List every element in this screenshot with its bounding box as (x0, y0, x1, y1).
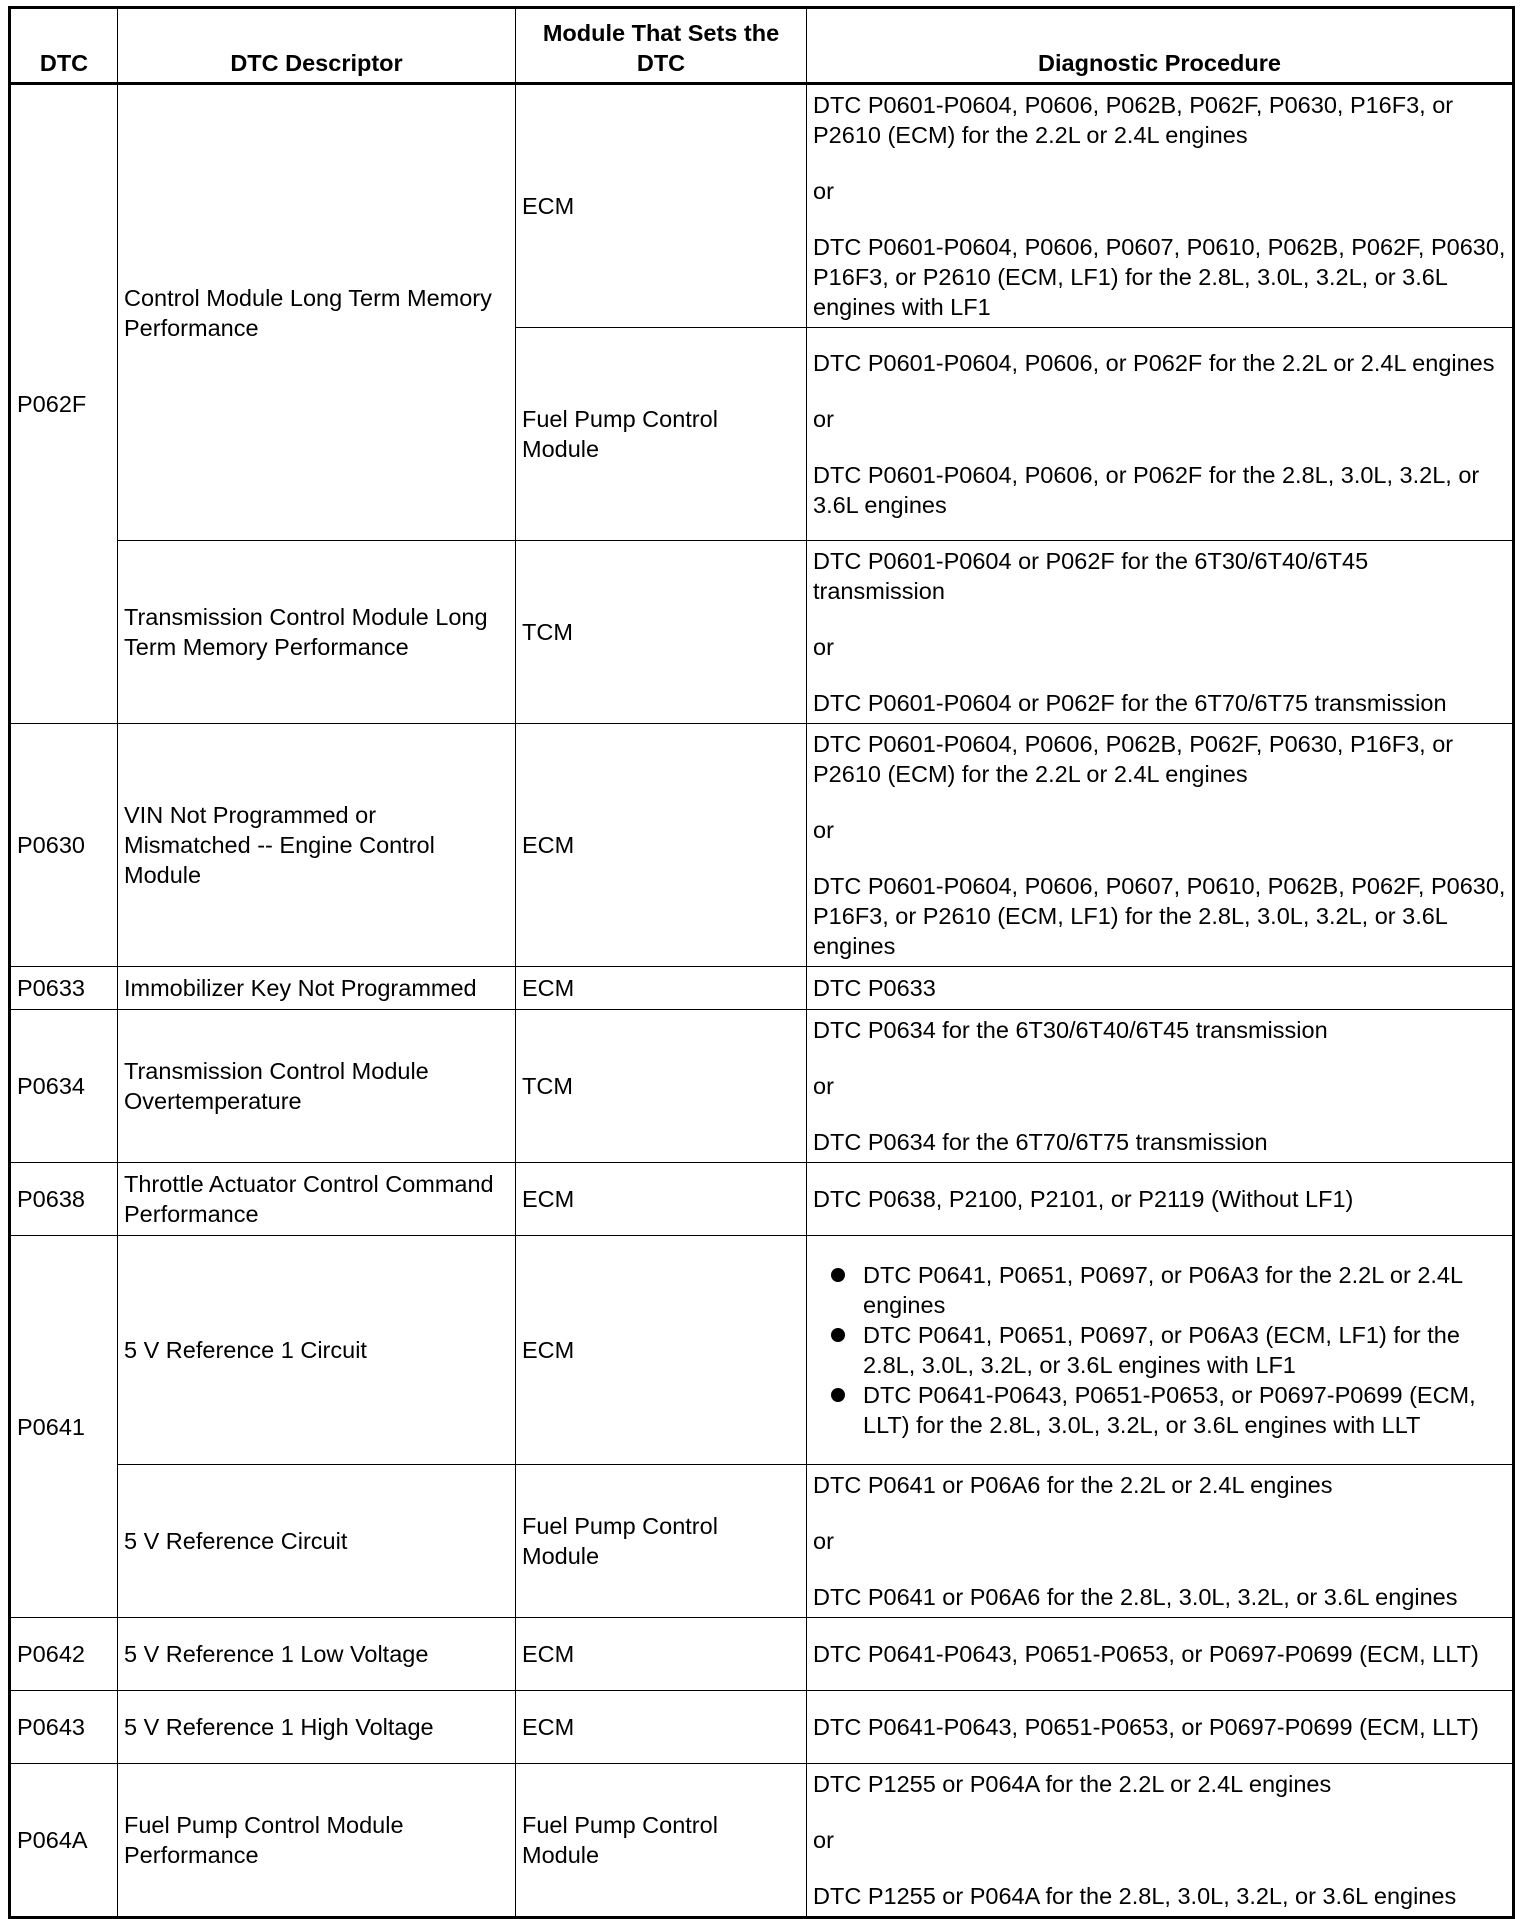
module-name: ECM (516, 1236, 807, 1465)
dtc-code: P062F (10, 84, 118, 724)
table-row (10, 1236, 1514, 1465)
diagnostic-procedure (807, 84, 1514, 328)
dtc-document (8, 6, 1512, 1919)
procedure-text: DTC P0633 (813, 975, 936, 1001)
procedure-text: DTC P0634 for the 6T70/6T75 transmission (813, 1129, 1268, 1155)
dtc-code: P0634 (10, 1010, 118, 1163)
module-name: ECM (516, 84, 807, 328)
procedure-text: DTC P0601-P0604, P0606, P062B, P062F, P0630, P16F3, or P2610 (ECM) for the 2.2L or 2.4L engines (813, 92, 1454, 148)
procedure-text: DTC P0641, P0651, P0697, or P06A3 (ECM, LF1) for the 2.8L, 3.0L, 3.2L, or 3.6L engines with LF1 (863, 1322, 1460, 1378)
list-item (813, 1380, 1506, 1440)
diagnostic-procedure (807, 1764, 1514, 1918)
list-item (813, 1320, 1506, 1380)
procedure-bullet-list (813, 1260, 1506, 1440)
dtc-code: P0641 (10, 1236, 118, 1618)
dtc-descriptor: Transmission Control Module Overtemperature (118, 1010, 516, 1163)
procedure-text: DTC P0641-P0643, P0651-P0653, or P0697-P0699 (ECM, LLT) (813, 1641, 1479, 1667)
dtc-code: P0630 (10, 724, 118, 967)
procedure-or: or (813, 178, 834, 204)
dtc-code: P0643 (10, 1691, 118, 1764)
dtc-descriptor: Control Module Long Term Memory Performance (118, 84, 516, 541)
diagnostic-procedure (807, 1236, 1514, 1465)
dtc-descriptor: Fuel Pump Control Module Performance (118, 1764, 516, 1918)
diagnostic-procedure (807, 1618, 1514, 1691)
table-header-row (10, 8, 1514, 84)
dtc-descriptor: 5 V Reference 1 Circuit (118, 1236, 516, 1465)
diagnostic-procedure (807, 1465, 1514, 1618)
procedure-text: DTC P0601-P0604, P0606, P062B, P062F, P0630, P16F3, or P2610 (ECM) for the 2.2L or 2.4L engines (813, 731, 1454, 787)
procedure-text: DTC P0601-P0604 or P062F for the 6T30/6T40/6T45 transmission (813, 548, 1369, 604)
procedure-or: or (813, 1073, 834, 1099)
procedure-or: or (813, 1827, 834, 1853)
dtc-descriptor: 5 V Reference 1 High Voltage (118, 1691, 516, 1764)
module-name: ECM (516, 724, 807, 967)
header-procedure: Diagnostic Procedure (807, 8, 1514, 84)
table-row (10, 1764, 1514, 1918)
table-row (10, 1465, 1514, 1618)
diagnostic-procedure (807, 1010, 1514, 1163)
procedure-text: DTC P1255 or P064A for the 2.8L, 3.0L, 3.2L, or 3.6L engines (813, 1883, 1457, 1909)
module-name: ECM (516, 1691, 807, 1764)
dtc-table (8, 6, 1515, 1919)
procedure-text: DTC P0641, P0651, P0697, or P06A3 for the 2.2L or 2.4L engines (863, 1262, 1463, 1318)
module-name: ECM (516, 967, 807, 1010)
procedure-text: DTC P0641-P0643, P0651-P0653, or P0697-P0699 (ECM, LLT) (813, 1714, 1479, 1740)
procedure-text: DTC P1255 or P064A for the 2.2L or 2.4L engines (813, 1771, 1332, 1797)
table-row (10, 1010, 1514, 1163)
diagnostic-procedure (807, 967, 1514, 1010)
table-row (10, 1163, 1514, 1236)
diagnostic-procedure (807, 724, 1514, 967)
procedure-text: DTC P0634 for the 6T30/6T40/6T45 transmission (813, 1017, 1328, 1043)
dtc-code: P064A (10, 1764, 118, 1918)
diagnostic-procedure (807, 328, 1514, 541)
module-name: TCM (516, 1010, 807, 1163)
dtc-code: P0642 (10, 1618, 118, 1691)
header-dtc: DTC (10, 8, 118, 84)
diagnostic-procedure (807, 541, 1514, 724)
module-name: Fuel Pump Control Module (516, 328, 807, 541)
header-descriptor: DTC Descriptor (118, 8, 516, 84)
dtc-descriptor: VIN Not Programmed or Mismatched -- Engine Control Module (118, 724, 516, 967)
diagnostic-procedure (807, 1163, 1514, 1236)
module-name: ECM (516, 1618, 807, 1691)
bullet-icon (831, 1388, 845, 1402)
list-item (813, 1260, 1506, 1320)
bullet-icon (831, 1328, 845, 1342)
table-row (10, 1691, 1514, 1764)
procedure-or: or (813, 634, 834, 660)
table-row (10, 541, 1514, 724)
table-row (10, 967, 1514, 1010)
procedure-or: or (813, 817, 834, 843)
table-row (10, 84, 1514, 328)
module-name: Fuel Pump Control Module (516, 1764, 807, 1918)
dtc-code: P0638 (10, 1163, 118, 1236)
header-module: Module That Sets the DTC (516, 8, 807, 84)
dtc-descriptor: Transmission Control Module Long Term Memory Performance (118, 541, 516, 724)
dtc-descriptor: Throttle Actuator Control Command Performance (118, 1163, 516, 1236)
diagnostic-procedure (807, 1691, 1514, 1764)
dtc-descriptor: 5 V Reference Circuit (118, 1465, 516, 1618)
module-name: TCM (516, 541, 807, 724)
dtc-code: P0633 (10, 967, 118, 1010)
procedure-text: DTC P0601-P0604, P0606, or P062F for the 2.2L or 2.4L engines (813, 350, 1495, 376)
procedure-text: DTC P0601-P0604, P0606, or P062F for the 2.8L, 3.0L, 3.2L, or 3.6L engines (813, 462, 1480, 518)
module-name: ECM (516, 1163, 807, 1236)
dtc-descriptor: Immobilizer Key Not Programmed (118, 967, 516, 1010)
dtc-descriptor: 5 V Reference 1 Low Voltage (118, 1618, 516, 1691)
bullet-icon (831, 1268, 845, 1282)
procedure-text: DTC P0641-P0643, P0651-P0653, or P0697-P0699 (ECM, LLT) for the 2.8L, 3.0L, 3.2L, or 3.6L engines with LLT (863, 1382, 1476, 1438)
procedure-text: DTC P0601-P0604, P0606, P0607, P0610, P062B, P062F, P0630, P16F3, or P2610 (ECM, LF1) for the 2.8L, 3.0L, 3.2L, or 3.6L engines with LF1 (813, 234, 1506, 320)
module-name: Fuel Pump Control Module (516, 1465, 807, 1618)
procedure-or: or (813, 1528, 834, 1554)
procedure-or: or (813, 406, 834, 432)
procedure-text: DTC P0638, P2100, P2101, or P2119 (Without LF1) (813, 1186, 1354, 1212)
table-row (10, 724, 1514, 967)
procedure-text: DTC P0641 or P06A6 for the 2.2L or 2.4L engines (813, 1472, 1333, 1498)
procedure-text: DTC P0601-P0604, P0606, P0607, P0610, P062B, P062F, P0630, P16F3, or P2610 (ECM, LF1) for the 2.8L, 3.0L, 3.2L, or 3.6L engines (813, 873, 1506, 959)
procedure-text: DTC P0601-P0604 or P062F for the 6T70/6T75 transmission (813, 690, 1447, 716)
procedure-text: DTC P0641 or P06A6 for the 2.8L, 3.0L, 3.2L, or 3.6L engines (813, 1584, 1458, 1610)
table-row (10, 1618, 1514, 1691)
